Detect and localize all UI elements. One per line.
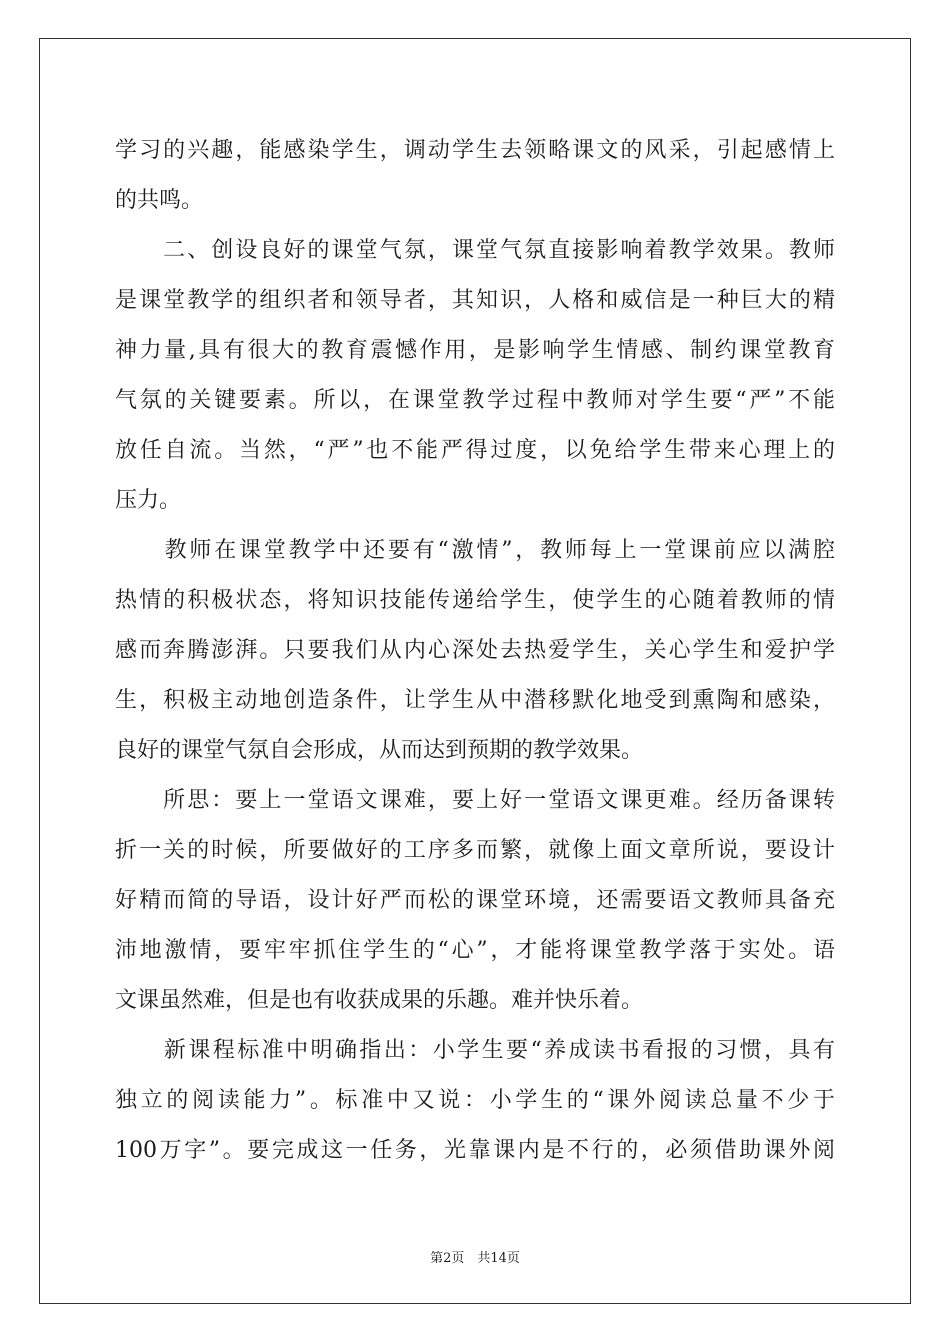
text-line: 生，积极主动地创造条件，让学生从中潜移默化地受到熏陶和感染， — [115, 688, 835, 713]
text-line: 好精而简的导语，设计好严而松的课堂环境，还需要语文教师具备充 — [115, 888, 835, 913]
text-line: 感而奔腾澎湃。只要我们从内心深处去热爱学生，关心学生和爱护学 — [115, 638, 835, 663]
document-body — [115, 126, 835, 1176]
text-line: 新课程标准中明确指出：小学生要“养成读书看报的习惯，具有 — [115, 1038, 835, 1063]
text-line: 热情的积极状态，将知识技能传递给学生，使学生的心随着教师的情 — [115, 588, 835, 613]
text-line: 压力。 — [115, 488, 182, 513]
text-line: 教师在课堂教学中还要有“激情”，教师每上一堂课前应以满腔 — [115, 538, 835, 563]
text-line: 良好的课堂气氛自会形成，从而达到预期的教学效果。 — [115, 738, 644, 763]
text-line: 折一关的时候，所要做好的工序多而繁，就像上面文章所说，要设计 — [115, 838, 835, 863]
text-line: 二、创设良好的课堂气氛，课堂气氛直接影响着教学效果。教师 — [115, 238, 835, 263]
text-line: 气氛的关键要素。所以，在课堂教学过程中教师对学生要“严”不能 — [115, 388, 835, 413]
text-line: 放任自流。当然，“严”也不能严得过度，以免给学生带来心理上的 — [115, 438, 835, 463]
page-number: 第2页 共14页 — [430, 1251, 520, 1266]
text-line: 是课堂教学的组织者和领导者，其知识，人格和威信是一种巨大的精 — [115, 288, 835, 313]
text-line: 文课虽然难，但是也有收获成果的乐趣。难并快乐着。 — [115, 988, 644, 1013]
text-line: 的共鸣。 — [115, 188, 204, 213]
text-line: 100万字”。要完成这一任务，光靠课内是不行的，必须借助课外阅 — [115, 1138, 835, 1163]
text-line: 学习的兴趣，能感染学生，调动学生去领略课文的风采，引起感情上 — [115, 138, 835, 163]
text-line: 所思：要上一堂语文课难，要上好一堂语文课更难。经历备课转 — [115, 788, 835, 813]
text-line: 独立的阅读能力”。标准中又说：小学生的“课外阅读总量不少于 — [115, 1088, 835, 1113]
text-line: 神力量,具有很大的教育震憾作用，是影响学生情感、制约课堂教育 — [115, 338, 835, 363]
text-line: 沛地激情，要牢牢抓住学生的“心”，才能将课堂教学落于实处。语 — [115, 938, 835, 963]
